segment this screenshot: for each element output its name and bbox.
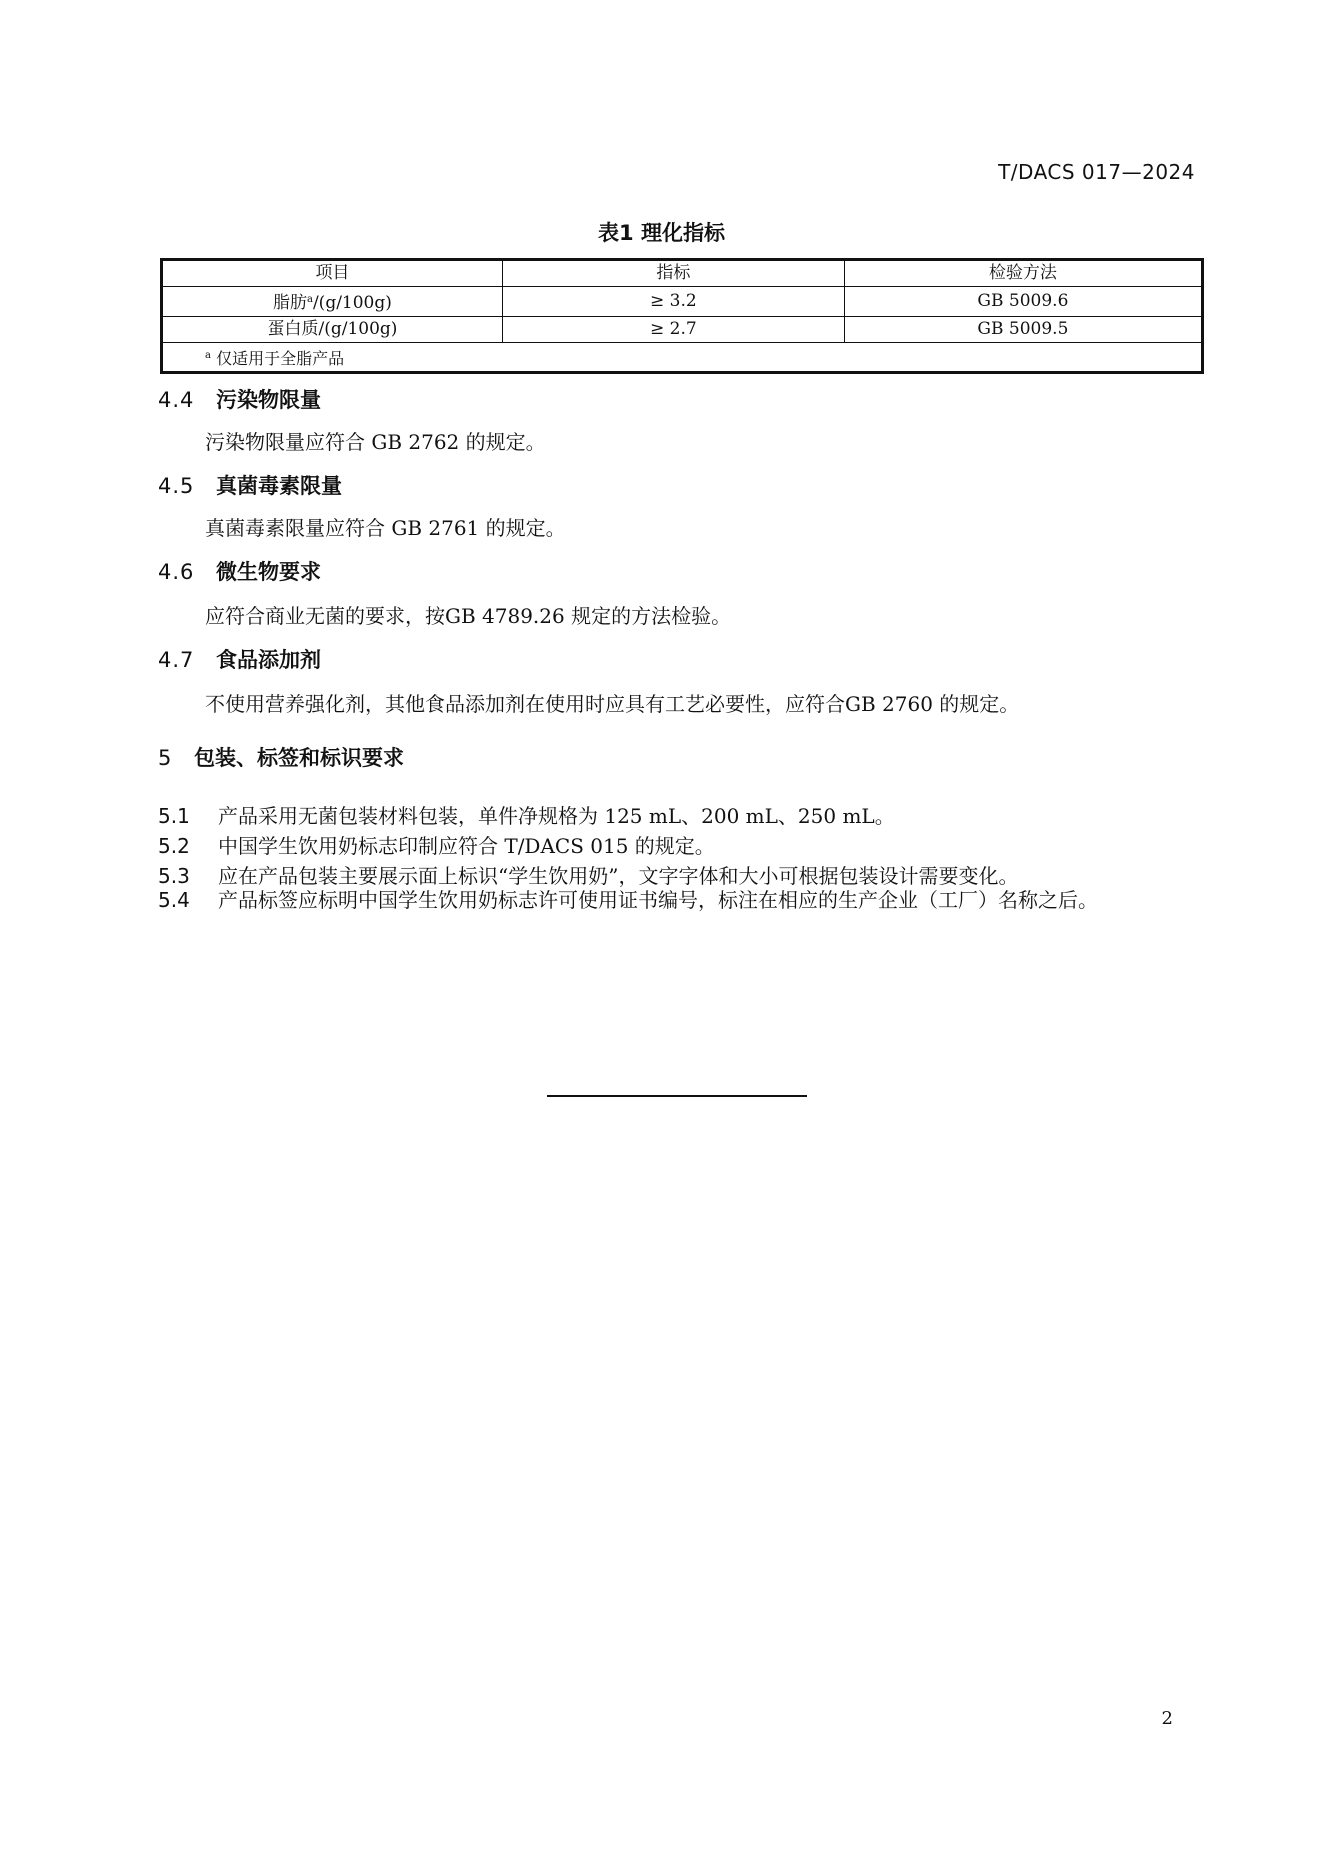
section-body: 应符合商业无菌的要求，按GB 4789.26 规定的方法检验。 <box>205 604 732 628</box>
chapter-heading: 5 包装、标签和标识要求 <box>158 746 404 770</box>
column-header-method: 检验方法 <box>844 260 1202 287</box>
section-heading: 4.6 微生物要求 <box>158 560 321 584</box>
physicochemical-table <box>160 258 1204 374</box>
list-item: 5.1 产品采用无菌包装材料包装，单件净规格为 125 mL、200 mL、250 mL。 <box>158 804 895 828</box>
list-item: 5.2 中国学生饮用奶标志印制应符合 T/DACS 015 的规定。 <box>158 834 715 858</box>
table-cell-item: 脂肪$^a$/(g/100g) <box>162 287 503 317</box>
section-body: 不使用营养强化剂，其他食品添加剂在使用时应具有工艺必要性，应符合GB 2760 的规定。 <box>205 692 1020 716</box>
table-cell-method: GB 5009.5 <box>844 317 1202 343</box>
table-cell-method: GB 5009.6 <box>844 287 1202 317</box>
column-header-item: 项目 <box>162 260 503 287</box>
table-header-row <box>162 260 1203 287</box>
list-item: 5.3 应在产品包装主要展示面上标识“学生饮用奶”，文字字体和大小可根据包装设计需要变化。 <box>158 864 1019 888</box>
table-note-row <box>162 343 1203 373</box>
list-item: 5.4 产品标签应标明中国学生饮用奶标志许可使用证书编号，标注在相应的生产企业（工厂）名称之后。 <box>158 888 1098 912</box>
section-heading: 4.4 污染物限量 <box>158 388 321 412</box>
page-number: 2 <box>1161 1708 1173 1729</box>
table-cell-value: ≥ 2.7 <box>502 317 844 343</box>
document-id: T/DACS 017—2024 <box>998 160 1195 184</box>
table-row <box>162 317 1203 343</box>
column-header-value: 指标 <box>502 260 844 287</box>
section-body: 污染物限量应符合 GB 2762 的规定。 <box>205 430 546 454</box>
end-of-document-rule <box>547 1095 807 1097</box>
table-title: 表1 理化指标 <box>598 221 725 245</box>
section-heading: 4.5 真菌毒素限量 <box>158 474 342 498</box>
table-cell-value: ≥ 3.2 <box>502 287 844 317</box>
table-cell-item: 蛋白质/(g/100g) <box>162 317 503 343</box>
section-body: 真菌毒素限量应符合 GB 2761 的规定。 <box>205 516 566 540</box>
table-row <box>162 287 1203 317</box>
table-footnote: $^a$ 仅适用于全脂产品 <box>162 343 1203 373</box>
section-heading: 4.7 食品添加剂 <box>158 648 321 672</box>
